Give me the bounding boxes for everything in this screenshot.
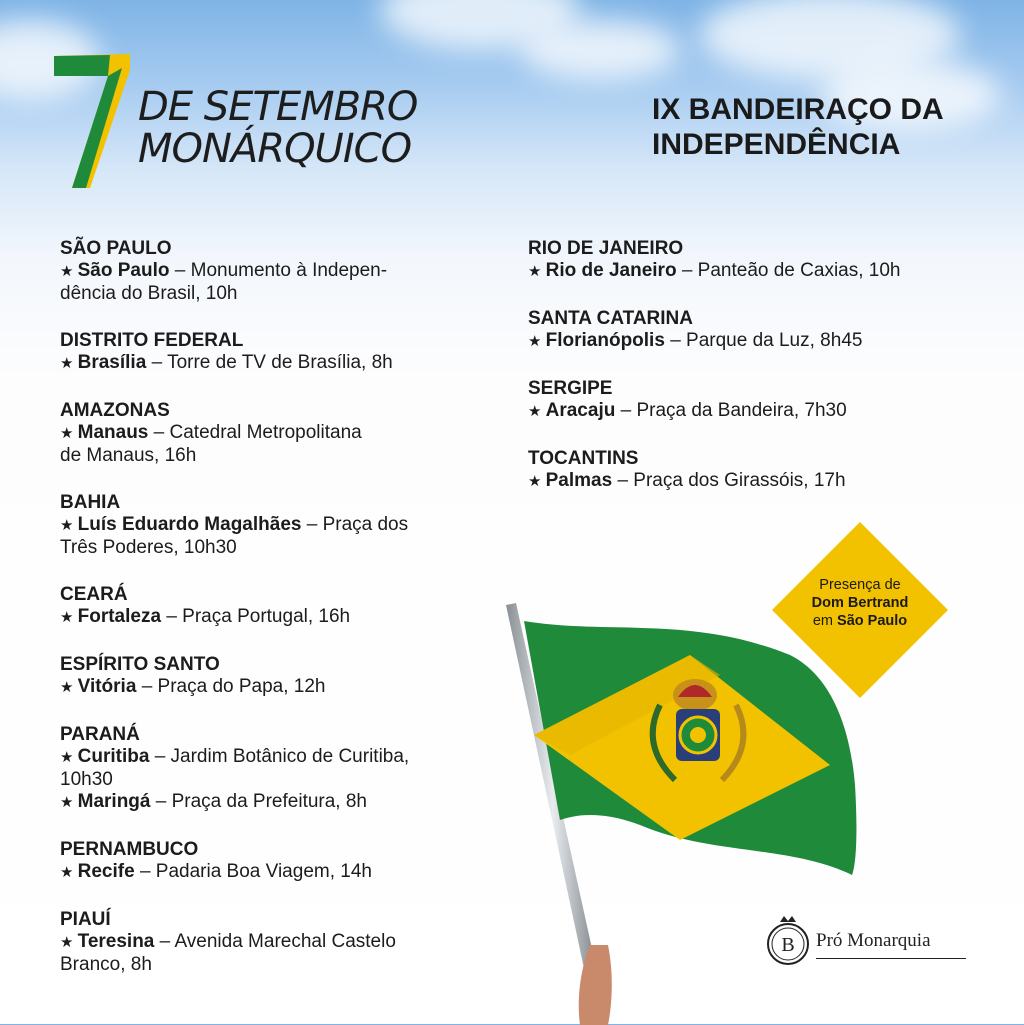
event-city: Palmas xyxy=(545,470,613,491)
state-block xyxy=(60,238,500,305)
event-detail: – Monumento à Indepen- xyxy=(174,260,388,281)
state-name: ESPÍRITO SANTO xyxy=(60,654,220,675)
state-name: TOCANTINS xyxy=(528,448,639,469)
state-name: BAHIA xyxy=(60,492,121,513)
event-city: Recife xyxy=(77,861,135,882)
state-block xyxy=(60,654,500,699)
event-detail: – Praça dos xyxy=(306,514,409,535)
event-item xyxy=(60,352,500,375)
state-block xyxy=(60,584,500,629)
state-name: RIO DE JANEIRO xyxy=(528,238,684,259)
badge-line-3 xyxy=(770,612,950,630)
subtitle xyxy=(652,92,944,162)
star-icon: ★ xyxy=(528,263,546,280)
state-name: PARANÁ xyxy=(60,724,140,745)
badge-name: Dom Bertrand xyxy=(811,595,909,611)
star-icon: ★ xyxy=(60,679,78,696)
star-icon: ★ xyxy=(60,263,78,280)
star-icon: ★ xyxy=(528,403,546,420)
event-detail: – Praça da Prefeitura, 8h xyxy=(155,791,368,812)
event-detail: – Praça do Papa, 12h xyxy=(141,676,326,697)
state-block xyxy=(60,724,500,814)
event-detail: Branco, 8h xyxy=(60,954,152,975)
event-detail: 10h30 xyxy=(60,769,113,790)
event-city: Fortaleza xyxy=(77,606,162,627)
star-icon: ★ xyxy=(60,517,78,534)
star-icon: ★ xyxy=(60,749,78,766)
event-item xyxy=(60,422,500,467)
star-icon: ★ xyxy=(60,794,78,811)
event-city: Vitória xyxy=(77,676,137,697)
event-item xyxy=(60,931,500,976)
brand-underline xyxy=(816,958,966,959)
event-item xyxy=(60,676,500,699)
star-icon: ★ xyxy=(60,934,78,951)
event-city: Aracaju xyxy=(545,400,616,421)
main-title xyxy=(138,86,417,170)
event-detail: – Catedral Metropolitana xyxy=(153,422,362,443)
brand-logo-letter: B xyxy=(781,934,795,956)
event-item xyxy=(528,260,968,283)
event-detail: – Praça dos Girassóis, 17h xyxy=(617,470,846,491)
event-detail: – Panteão de Caxias, 10h xyxy=(681,260,901,281)
event-detail: – Parque da Luz, 8h45 xyxy=(670,330,863,351)
subtitle-line-2: INDEPENDÊNCIA xyxy=(652,128,901,161)
seven-logo-icon xyxy=(50,50,134,190)
event-item xyxy=(528,330,968,353)
event-detail: – Praça Portugal, 16h xyxy=(166,606,351,627)
events-column-left xyxy=(60,238,500,1001)
subtitle-line-1: IX BANDEIRAÇO DA xyxy=(652,93,944,126)
state-name: PERNAMBUCO xyxy=(60,839,199,860)
event-item xyxy=(60,791,500,814)
event-city: Rio de Janeiro xyxy=(545,260,677,281)
state-block xyxy=(528,378,968,423)
badge-text xyxy=(770,576,950,630)
brand-name: Pró Monarquia xyxy=(816,930,931,951)
event-item xyxy=(528,470,968,493)
state-block xyxy=(60,839,500,884)
star-icon: ★ xyxy=(60,425,78,442)
state-name: AMAZONAS xyxy=(60,400,170,421)
state-block xyxy=(528,448,968,493)
event-item xyxy=(528,400,968,423)
event-city: Florianópolis xyxy=(545,330,665,351)
star-icon: ★ xyxy=(60,864,78,881)
event-detail: Três Poderes, 10h30 xyxy=(60,537,237,558)
event-city: Luís Eduardo Magalhães xyxy=(77,514,302,535)
event-detail: – Torre de TV de Brasília, 8h xyxy=(151,352,393,373)
star-icon: ★ xyxy=(60,609,78,626)
event-city: Brasília xyxy=(77,352,147,373)
badge-line-1: Presença de xyxy=(819,577,901,593)
badge-prefix: em xyxy=(812,613,833,629)
cloud xyxy=(520,20,680,80)
event-detail: dência do Brasil, 10h xyxy=(60,283,238,304)
event-city: São Paulo xyxy=(77,260,170,281)
state-block xyxy=(528,308,968,353)
state-block xyxy=(528,238,968,283)
event-detail: – Jardim Botânico de Curitiba, xyxy=(154,746,410,767)
star-icon: ★ xyxy=(60,355,78,372)
state-block xyxy=(60,909,500,976)
event-item xyxy=(60,746,500,791)
event-item xyxy=(60,260,500,305)
state-name: PIAUÍ xyxy=(60,909,111,930)
event-detail: – Padaria Boa Viagem, 14h xyxy=(139,861,372,882)
state-name: DISTRITO FEDERAL xyxy=(60,330,244,351)
state-name: SERGIPE xyxy=(528,378,613,399)
event-city: Maringá xyxy=(77,791,151,812)
state-block xyxy=(60,492,500,559)
event-item xyxy=(60,514,500,559)
event-city: Curitiba xyxy=(77,746,150,767)
event-city: Manaus xyxy=(77,422,149,443)
title-line-1: DE SETEMBRO xyxy=(138,84,418,130)
event-item xyxy=(60,606,500,629)
events-column-right xyxy=(528,238,968,518)
state-block xyxy=(60,400,500,467)
event-detail: – Praça da Bandeira, 7h30 xyxy=(620,400,847,421)
event-item xyxy=(60,861,500,884)
state-name: SÃO PAULO xyxy=(60,238,172,259)
state-name: CEARÁ xyxy=(60,584,128,605)
state-name: SANTA CATARINA xyxy=(528,308,693,329)
event-detail: de Manaus, 16h xyxy=(60,445,197,466)
event-city: Teresina xyxy=(77,931,155,952)
state-block xyxy=(60,330,500,375)
star-icon: ★ xyxy=(528,473,546,490)
title-line-2: MONÁRQUICO xyxy=(138,126,412,172)
event-detail: – Avenida Marechal Castelo xyxy=(159,931,396,952)
badge-city: São Paulo xyxy=(837,613,908,629)
star-icon: ★ xyxy=(528,333,546,350)
